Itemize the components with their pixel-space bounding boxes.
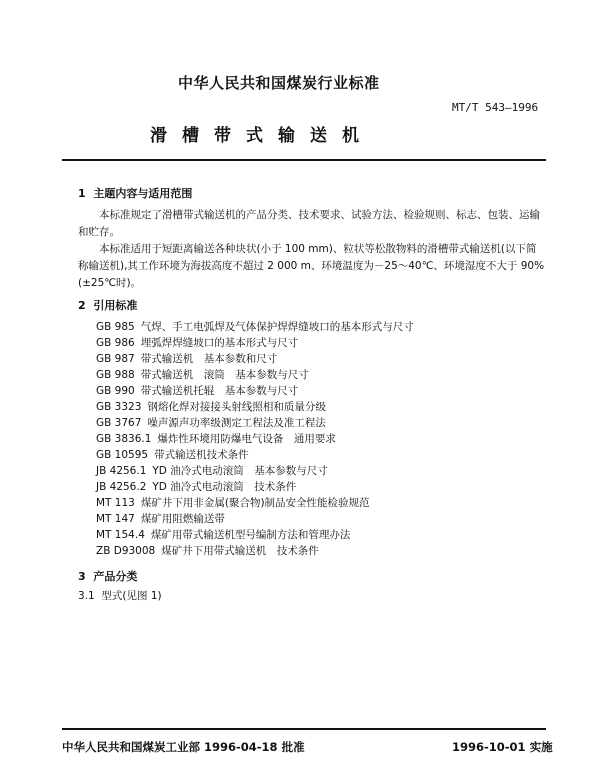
reference-code: ZB D93008 xyxy=(96,545,156,557)
standard-code: MT/T 543—1996 xyxy=(452,101,539,114)
reference-item xyxy=(96,351,277,366)
subsection-text: 型式(见图 1) xyxy=(101,590,162,602)
reference-code: GB 3836.1 xyxy=(96,433,152,445)
reference-title: YD 油冷式电动滚筒 技术条件 xyxy=(152,481,297,493)
reference-item xyxy=(96,527,350,542)
reference-item xyxy=(96,367,309,382)
reference-item xyxy=(96,383,298,398)
reference-title: 带式输送机 滚筒 基本参数与尺寸 xyxy=(140,369,309,381)
reference-item xyxy=(96,399,326,414)
section-3-heading xyxy=(78,568,137,584)
reference-code: GB 3323 xyxy=(96,401,142,413)
reference-code: MT 154.4 xyxy=(96,529,145,541)
reference-code: GB 10595 xyxy=(96,449,149,461)
reference-code: JB 4256.1 xyxy=(96,465,147,477)
reference-code: GB 990 xyxy=(96,385,135,397)
reference-code: JB 4256.2 xyxy=(96,481,147,493)
section-1-heading xyxy=(78,185,192,201)
reference-item xyxy=(96,431,336,446)
reference-item xyxy=(96,447,249,462)
reference-code: GB 988 xyxy=(96,369,135,381)
reference-code: MT 113 xyxy=(96,497,135,509)
reference-code: GB 985 xyxy=(96,321,135,333)
top-divider xyxy=(62,159,546,161)
reference-title: 煤矿井下用带式输送机 技术条件 xyxy=(161,545,319,557)
reference-item xyxy=(96,415,326,430)
reference-title: 煤矿井下用非金属(聚合物)制品安全性能检验规范 xyxy=(140,497,370,509)
reference-title: 带式输送机技术条件 xyxy=(154,449,249,461)
subsection-number: 3.1 xyxy=(78,590,95,602)
bottom-divider xyxy=(62,728,546,730)
reference-item xyxy=(96,479,296,494)
reference-title: 爆炸性环境用防爆电气设备 通用要求 xyxy=(157,433,336,445)
reference-title: 埋弧焊焊缝坡口的基本形式与尺寸 xyxy=(140,337,299,349)
subsection-3-1 xyxy=(78,588,162,605)
section-number: 2 xyxy=(78,299,86,312)
reference-item xyxy=(96,511,225,526)
section-title: 引用标准 xyxy=(93,299,138,312)
issuing-standard-category: 中华人民共和国煤炭行业标准 xyxy=(178,74,380,92)
document-title: 滑槽带式输送机 xyxy=(150,126,374,146)
reference-code: GB 3767 xyxy=(96,417,142,429)
reference-title: 带式输送机托辊 基本参数与尺寸 xyxy=(140,385,299,397)
section-1-paragraph-1: 本标准规定了滑槽带式输送机的产品分类、技术要求、试验方法、检验规则、标志、包装、运输和贮存。 xyxy=(78,209,540,238)
reference-title: 煤矿用阻燃输送带 xyxy=(140,513,225,525)
reference-item xyxy=(96,335,298,350)
reference-item xyxy=(96,543,319,558)
reference-title: 钢熔化焊对接接头射线照相和质量分级 xyxy=(147,401,326,413)
reference-item xyxy=(96,319,414,334)
section-number: 3 xyxy=(78,570,86,583)
section-2-heading xyxy=(78,297,137,313)
reference-code: MT 147 xyxy=(96,513,135,525)
section-title: 主题内容与适用范围 xyxy=(93,187,193,200)
reference-title: 带式输送机 基本参数和尺寸 xyxy=(140,353,278,365)
reference-title: 噪声源声功率级测定工程法及准工程法 xyxy=(147,417,326,429)
section-1-paragraph-2: 本标准适用于短距离输送各种块状(小于 100 mm)、粒状等松散物料的滑槽带式输送机(以下简称输送机),其工作环境为海拔高度不超过 2 000 m、环境温度为－25～40℃、环境湿度不大于 90%(±25℃时)。 xyxy=(78,243,545,289)
section-title: 产品分类 xyxy=(93,570,138,583)
approval-line: 中华人民共和国煤炭工业部 1996-04-18 批准 xyxy=(62,740,305,754)
reference-title: YD 油冷式电动滚筒 基本参数与尺寸 xyxy=(152,465,328,477)
reference-item xyxy=(96,495,370,510)
reference-code: GB 986 xyxy=(96,337,135,349)
section-number: 1 xyxy=(78,187,86,200)
reference-item xyxy=(96,463,328,478)
reference-title: 气焊、手工电弧焊及气体保护焊焊缝坡口的基本形式与尺寸 xyxy=(140,321,414,333)
reference-title: 煤矿用带式输送机型号编制方法和管理办法 xyxy=(150,529,351,541)
effective-date: 1996-10-01 实施 xyxy=(452,740,553,754)
reference-code: GB 987 xyxy=(96,353,135,365)
